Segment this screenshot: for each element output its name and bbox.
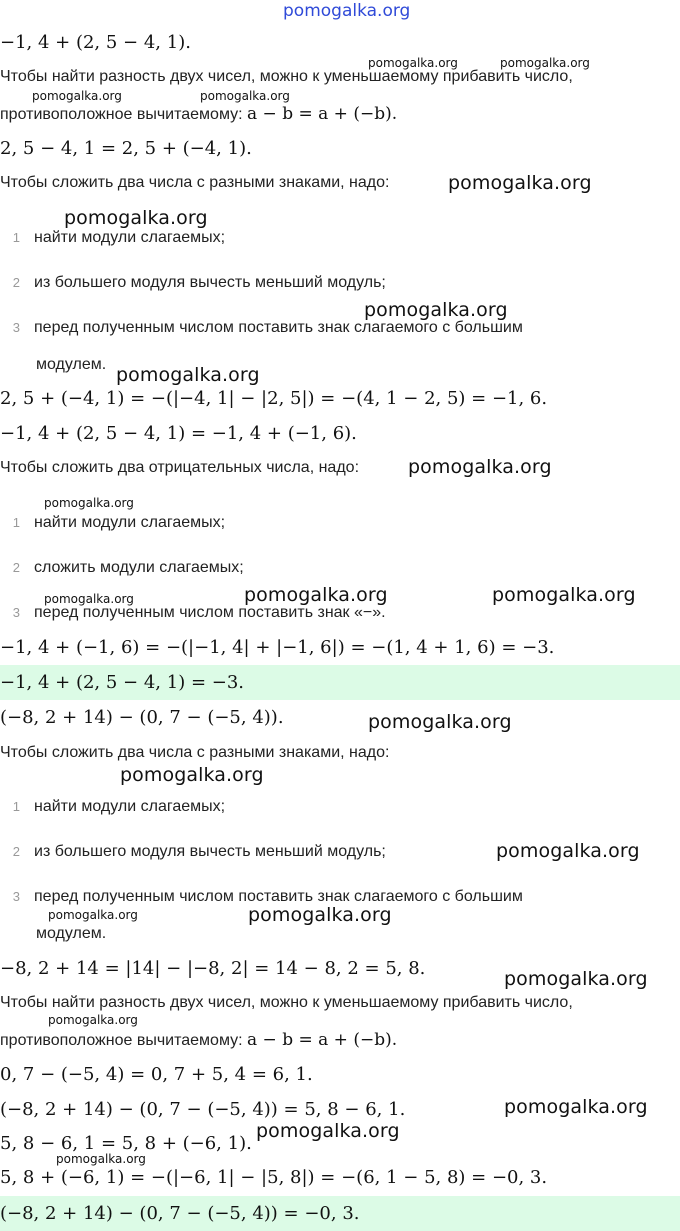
list-item: 3 перед полученным числом поставить знак слагаемого с большим	[12, 888, 523, 905]
watermark: pomogalka.org	[448, 172, 592, 194]
list-item: 2 из большего модуля вычесть меньший модуль;	[12, 843, 386, 860]
watermark: pomogalka.org	[32, 89, 122, 103]
watermark: pomogalka.org	[116, 364, 260, 386]
watermark: pomogalka.org	[64, 207, 208, 229]
rule-formula: a − b = a + (−b).	[247, 104, 398, 124]
watermark: pomogalka.org	[244, 584, 388, 606]
math-expression: 2, 5 − 4, 1 = 2, 5 + (−4, 1).	[0, 138, 252, 159]
rule-text: противоположное вычитаемому: a − b = a + (−b).	[0, 1030, 398, 1050]
answer-expression: −1, 4 + (2, 5 − 4, 1) = −3.	[0, 672, 245, 693]
math-expression: 2, 5 + (−4, 1) = −(|−4, 1| − |2, 5|) = −(4, 1 − 2, 5) = −1, 6.	[0, 388, 548, 409]
watermark: pomogalka.org	[248, 904, 392, 926]
list-item: 2 сложить модули слагаемых;	[12, 559, 244, 576]
watermark: pomogalka.org	[500, 56, 590, 70]
watermark: pomogalka.org	[44, 592, 134, 606]
math-expression: (−8, 2 + 14) − (0, 7 − (−5, 4)).	[0, 707, 284, 728]
list-item: 1 найти модули слагаемых;	[12, 229, 226, 246]
watermark-top: pomogalka.org	[283, 1, 411, 21]
watermark: pomogalka.org	[364, 299, 508, 321]
watermark: pomogalka.org	[368, 56, 458, 70]
rule-text: Чтобы найти разность двух чисел, можно к уменьшаемому прибавить число,	[0, 994, 573, 1011]
rule-text: Чтобы сложить два числа с разными знаками, надо:	[0, 174, 390, 191]
math-expression: −1, 4 + (2, 5 − 4, 1) = −1, 4 + (−1, 6).	[0, 423, 357, 444]
rule-text: Чтобы сложить два отрицательных числа, надо:	[0, 459, 360, 476]
watermark: pomogalka.org	[408, 456, 552, 478]
math-expression: −1, 4 + (−1, 6) = −(|−1, 4| + |−1, 6|) = −(1, 4 + 1, 6) = −3.	[0, 637, 555, 658]
rule-text: противоположное вычитаемому: a − b = a + (−b).	[0, 104, 398, 124]
list-item: 1 найти модули слагаемых;	[12, 798, 226, 815]
list-item: 3 перед полученным числом поставить знак «−».	[12, 604, 386, 621]
answer-expression: (−8, 2 + 14) − (0, 7 − (−5, 4)) = −0, 3.	[0, 1203, 360, 1224]
watermark: pomogalka.org	[492, 584, 636, 606]
math-expression: 0, 7 − (−5, 4) = 0, 7 + 5, 4 = 6, 1.	[0, 1064, 313, 1085]
list-item: 3 перед полученным числом поставить знак слагаемого с большим	[12, 319, 523, 336]
watermark: pomogalka.org	[120, 764, 264, 786]
watermark: pomogalka.org	[48, 908, 138, 922]
watermark: pomogalka.org	[44, 496, 134, 510]
math-expression: −8, 2 + 14 = |14| − |−8, 2| = 14 − 8, 2 = 5, 8.	[0, 958, 426, 979]
list-item: 2 из большего модуля вычесть меньший модуль;	[12, 274, 386, 291]
watermark: pomogalka.org	[504, 968, 648, 990]
watermark: pomogalka.org	[368, 711, 512, 733]
math-expression: −1, 4 + (2, 5 − 4, 1).	[0, 32, 191, 53]
watermark: pomogalka.org	[496, 840, 640, 862]
list-item-continuation: модулем.	[36, 356, 107, 373]
watermark: pomogalka.org	[504, 1096, 648, 1118]
rule-formula: a − b = a + (−b).	[247, 1030, 398, 1050]
math-expression: 5, 8 − 6, 1 = 5, 8 + (−6, 1).	[0, 1133, 252, 1154]
list-item-continuation: модулем.	[36, 925, 107, 942]
watermark: pomogalka.org	[48, 1013, 138, 1027]
math-expression: (−8, 2 + 14) − (0, 7 − (−5, 4)) = 5, 8 − 6, 1.	[0, 1099, 406, 1120]
watermark: pomogalka.org	[256, 1120, 400, 1142]
rule-text: Чтобы найти разность двух чисел, можно к уменьшаемому прибавить число,	[0, 68, 573, 85]
list-item: 1 найти модули слагаемых;	[12, 514, 226, 531]
watermark: pomogalka.org	[200, 89, 290, 103]
watermark: pomogalka.org	[56, 1152, 146, 1166]
rule-text: Чтобы сложить два числа с разными знаками, надо:	[0, 744, 390, 761]
math-expression: 5, 8 + (−6, 1) = −(|−6, 1| − |5, 8|) = −(6, 1 − 5, 8) = −0, 3.	[0, 1167, 548, 1188]
